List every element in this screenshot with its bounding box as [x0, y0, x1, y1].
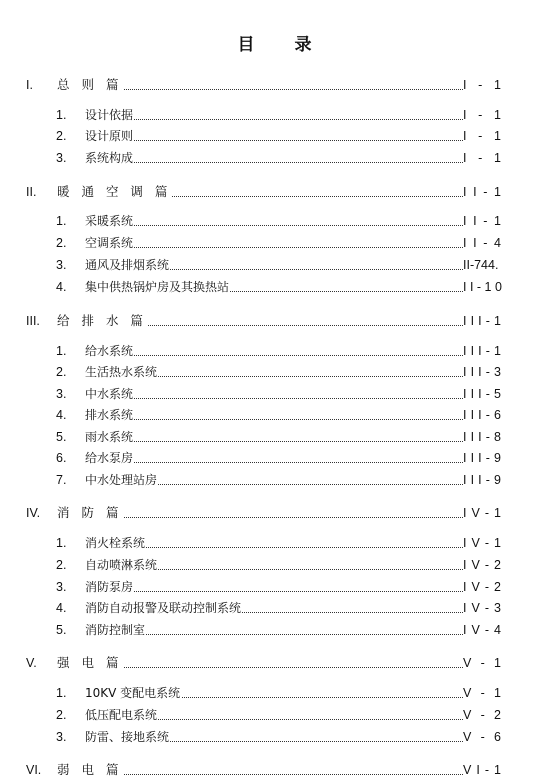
entry-page-number: I I I - 6 [463, 408, 501, 422]
dot-leader [85, 419, 463, 420]
entry-number: 3. [56, 730, 67, 744]
entry-page-number: I - 1 [463, 108, 501, 122]
dot-leader [85, 398, 463, 399]
toc-subsection-entry [0, 212, 549, 230]
entry-title: 消防控制室 [85, 623, 146, 637]
entry-title: 消火栓系统 [85, 536, 146, 550]
entry-page-number: I I I - 1 [463, 314, 501, 328]
entry-title: 中水系统 [85, 387, 134, 401]
entry-page-number: V - 2 [463, 708, 501, 722]
entry-page-number: V I - 1 [463, 763, 501, 777]
entry-page-number: I I - 4 [463, 236, 501, 250]
toc-subsection-entry [0, 406, 549, 424]
dot-leader [85, 225, 463, 226]
entry-page-number: V - 6 [463, 730, 501, 744]
toc-subsection-entry [0, 127, 549, 145]
entry-title: 采暖系统 [85, 214, 134, 228]
entry-page-number: I V - 4 [463, 623, 501, 637]
entry-title: 设计原则 [85, 129, 134, 143]
dot-leader [85, 162, 463, 163]
toc-subsection-entry [0, 234, 549, 252]
entry-page-number: I I - 1 [463, 214, 501, 228]
toc-subsection-entry [0, 471, 549, 489]
entry-number: 1. [56, 536, 67, 550]
entry-page-number: V - 1 [463, 686, 501, 700]
dot-leader [85, 247, 463, 248]
entry-title: 消防泵房 [85, 580, 134, 594]
entry-page-number: I V - 2 [463, 580, 501, 594]
entry-title: 通风及排烟系统 [85, 258, 170, 272]
entry-number: 1. [56, 686, 67, 700]
entry-number: 3. [56, 580, 67, 594]
entry-title: 10KV 变配电系统 [85, 686, 181, 700]
entry-title: 防雷、接地系统 [85, 730, 170, 744]
toc-section-entry [0, 312, 549, 330]
entry-page-number: I I I - 5 [463, 387, 501, 401]
entry-title: 给水系统 [85, 344, 134, 358]
entry-page-number: II-744. [463, 258, 501, 272]
toc-subsection-entry [0, 684, 549, 702]
entry-page-number: I V - 1 [463, 536, 501, 550]
entry-title: 给水泵房 [85, 451, 134, 465]
toc-subsection-entry [0, 363, 549, 381]
dot-leader [85, 591, 463, 592]
entry-page-number: I - 1 [463, 129, 501, 143]
toc-section-entry [0, 76, 549, 94]
dot-leader [85, 462, 463, 463]
toc-subsection-entry [0, 556, 549, 574]
toc-subsection-entry [0, 149, 549, 167]
entry-number: 5. [56, 430, 67, 444]
entry-title: 暖 通 空 调 篇 [57, 184, 172, 199]
dot-leader [85, 140, 463, 141]
entry-page-number: V - 1 [463, 656, 501, 670]
entry-title: 设计依据 [85, 108, 134, 122]
entry-page-number: I I I - 9 [463, 473, 501, 487]
entry-number: VI. [26, 763, 42, 777]
entry-number: 3. [56, 151, 67, 165]
entry-title: 空调系统 [85, 236, 134, 250]
toc-subsection-entry [0, 106, 549, 124]
entry-page-number: I I I - 1 [463, 344, 501, 358]
entry-title: 系统构成 [85, 151, 134, 165]
entry-page-number: I I - 1 [463, 185, 501, 199]
entry-number: IV. [26, 506, 41, 520]
toc-subsection-entry [0, 449, 549, 467]
entry-title: 给 排 水 篇 [57, 313, 147, 328]
entry-page-number: I - 1 [463, 151, 501, 165]
dot-leader [85, 119, 463, 120]
toc-subsection-entry [0, 706, 549, 724]
toc-section-entry [0, 654, 549, 672]
toc-subsection-entry [0, 534, 549, 552]
entry-number: 1. [56, 214, 67, 228]
entry-number: 7. [56, 473, 67, 487]
entry-number: 2. [56, 236, 67, 250]
entry-title: 强 电 篇 [57, 655, 123, 670]
toc-subsection-entry [0, 428, 549, 446]
entry-page-number: I V - 1 [463, 506, 501, 520]
entry-title: 中水处理站房 [85, 473, 158, 487]
entry-title: 消 防 篇 [57, 505, 123, 520]
toc-title [0, 30, 549, 55]
entry-page-number: I I I - 3 [463, 365, 501, 379]
entry-number: 2. [56, 129, 67, 143]
toc-title-char-1: 目 [237, 35, 255, 55]
toc-section-entry [0, 183, 549, 201]
entry-number: 4. [56, 280, 67, 294]
toc-subsection-entry [0, 256, 549, 274]
entry-number: 5. [56, 623, 67, 637]
entry-title: 雨水系统 [85, 430, 134, 444]
entry-number: II. [26, 185, 37, 199]
entry-number: 1. [56, 108, 67, 122]
entry-page-number: I I - 1 0 [463, 280, 502, 294]
entry-number: 3. [56, 258, 67, 272]
toc-subsection-entry [0, 578, 549, 596]
entry-title: 消防自动报警及联动控制系统 [85, 601, 242, 615]
entry-title: 弱 电 篇 [57, 762, 123, 777]
toc-subsection-entry [0, 278, 549, 296]
toc-subsection-entry [0, 728, 549, 746]
entry-title: 自动喷淋系统 [85, 558, 158, 572]
dot-leader [85, 355, 463, 356]
toc-title-char-2: 录 [294, 35, 312, 55]
entry-number: 2. [56, 365, 67, 379]
entry-number: I. [26, 78, 33, 92]
entry-page-number: I I I - 9 [463, 451, 501, 465]
entry-number: 6. [56, 451, 67, 465]
dot-leader [85, 441, 463, 442]
entry-page-number: I V - 2 [463, 558, 501, 572]
entry-number: 4. [56, 408, 67, 422]
entry-number: III. [26, 314, 40, 328]
entry-title: 总 则 篇 [57, 77, 123, 92]
entry-title: 生活热水系统 [85, 365, 158, 379]
entry-title: 集中供热锅炉房及其换热站 [85, 280, 230, 294]
entry-number: 3. [56, 387, 67, 401]
toc-section-entry [0, 504, 549, 522]
entry-number: 4. [56, 601, 67, 615]
toc-subsection-entry [0, 385, 549, 403]
toc-subsection-entry [0, 342, 549, 360]
entry-number: 1. [56, 344, 67, 358]
entry-number: 2. [56, 558, 67, 572]
entry-number: 2. [56, 708, 67, 722]
entry-title: 排水系统 [85, 408, 134, 422]
entry-page-number: I I I - 8 [463, 430, 501, 444]
toc-subsection-entry [0, 621, 549, 639]
entry-page-number: I - 1 [463, 78, 501, 92]
toc-section-entry [0, 761, 549, 779]
entry-page-number: I V - 3 [463, 601, 501, 615]
entry-number: V. [26, 656, 37, 670]
entry-title: 低压配电系统 [85, 708, 158, 722]
toc-subsection-entry [0, 599, 549, 617]
